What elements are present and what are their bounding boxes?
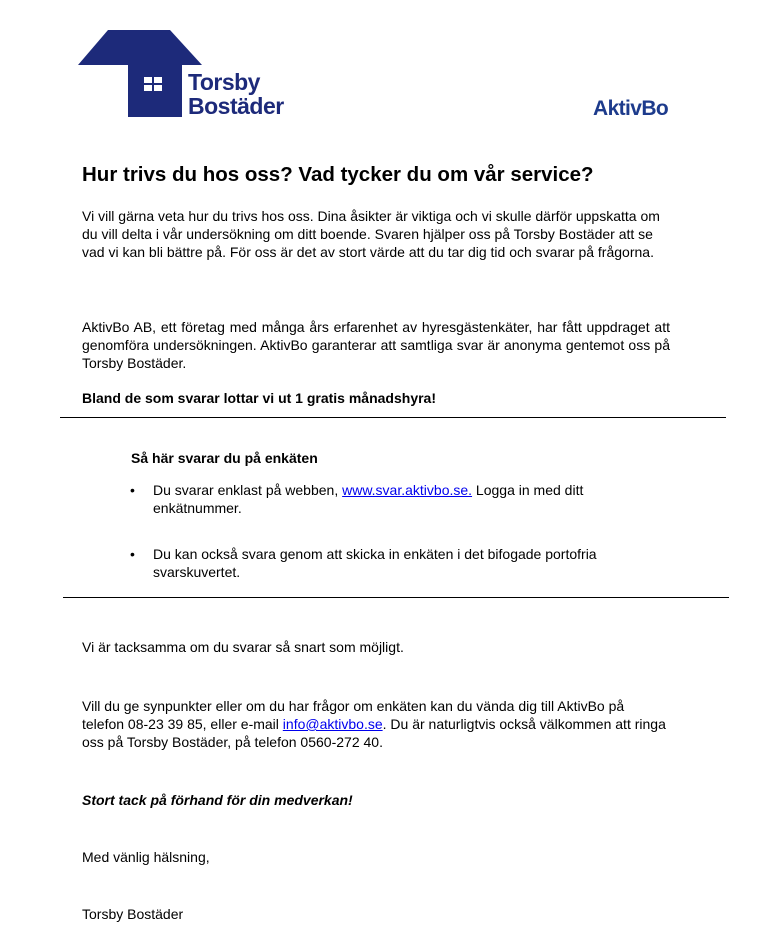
intro-paragraph: Vi vill gärna veta hur du trivs hos oss. Dina åsikter är viktiga och vi skulle därför uppskatta om du vill delta i vår undersökning om ditt boende. Svaren hjälper oss på Torsby Bostäder att se vad vi kan bli bättre på. För oss är det av stort värde att du tar dig tid och svarar på frågorna.	[82, 208, 660, 260]
howto-item-web-post: Logga in med ditt enkätnummer.	[153, 482, 584, 516]
contact-pre: Vill du ge synpunkter eller om du har frågor om enkäten kan du vända dig till AktivBo på telefon 08-23 39 85, eller e-mail	[82, 698, 625, 732]
howto-item-web-pre: Du svarar enklast på webben,	[153, 482, 343, 498]
closing-regards: Med vänlig hälsning,	[82, 849, 210, 865]
contact-paragraph	[82, 697, 670, 751]
howto-title: Så här svarar du på enkäten	[131, 450, 318, 466]
thanks-paragraph: Vi är tacksamma om du svarar så snart som möjligt.	[82, 639, 404, 655]
bullet-icon: •	[130, 546, 135, 562]
divider-top	[60, 417, 726, 418]
signature: Torsby Bostäder	[82, 906, 184, 922]
logo-line-1: Torsby	[188, 69, 260, 95]
divider-bottom	[63, 597, 729, 598]
aktivbo-logo: AktivBo	[593, 97, 669, 120]
prize-announcement: Bland de som svarar lottar vi ut 1 gratis månadshyra!	[82, 390, 437, 406]
howto-item-mail-text: Du kan också svara genom att skicka in enkäten i det bifogade portofria svarskuvertet.	[153, 546, 597, 580]
aktivbo-info-paragraph: AktivBo AB, ett företag med många års erfarenhet av hyresgästenkäter, har fått uppdraget att genomföra undersökningen. AktivBo garanterar att samtliga svar är anonyma gentemot oss på Torsby Bostäder.	[82, 319, 670, 371]
page-title: Hur trivs du hos oss? Vad tycker du om vår service?	[82, 163, 594, 186]
survey-website-link[interactable]: www.svar.aktivbo.se.	[342, 482, 473, 498]
email-link[interactable]: info@aktivbo.se	[282, 716, 383, 732]
big-thanks: Stort tack på förhand för din medverkan!	[82, 792, 353, 808]
contact-post: . Du är naturligtvis också välkommen att ringa oss på Torsby Bostäder, på telefon 0560-272 40.	[82, 716, 666, 750]
bullet-icon: •	[130, 482, 135, 498]
howto-item-web-text	[153, 481, 640, 517]
torsby-bostader-logo-text	[188, 70, 284, 118]
logo-line-2: Bostäder	[188, 93, 284, 119]
